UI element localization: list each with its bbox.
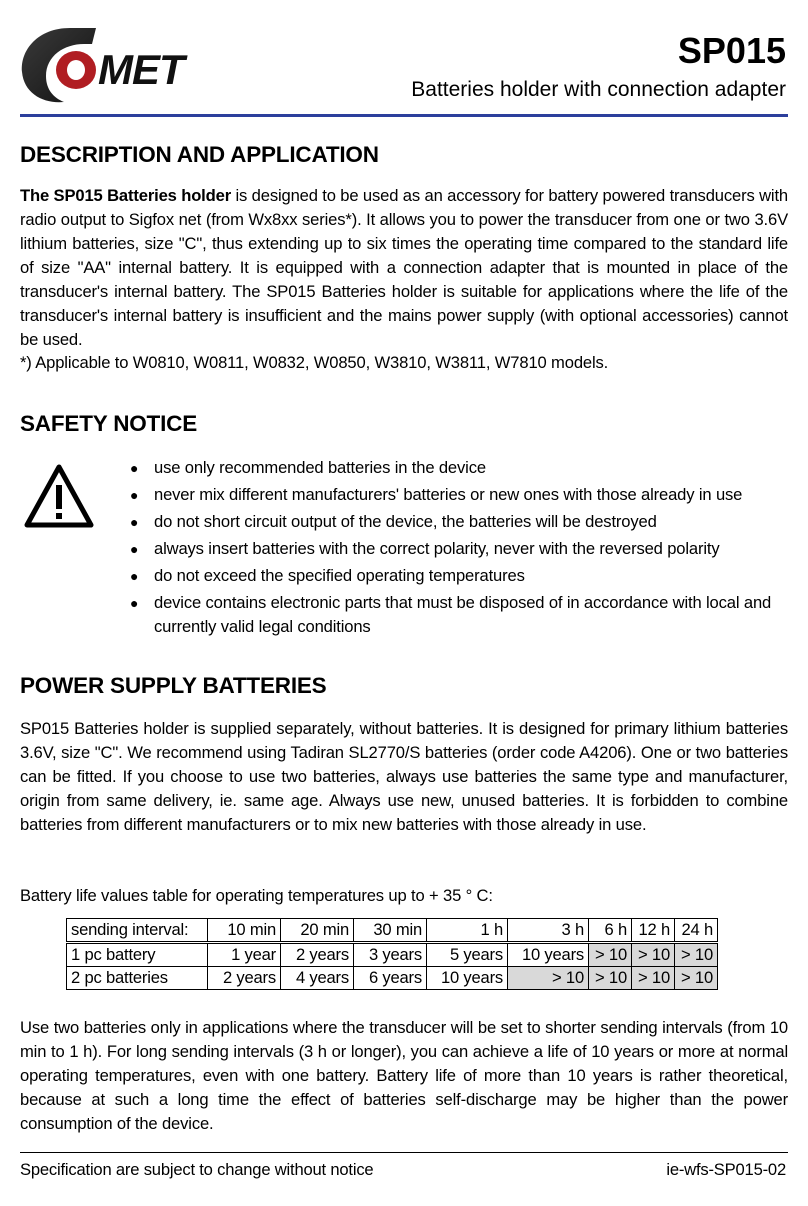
footer-doc-id: ie-wfs-SP015-02 xyxy=(666,1160,786,1179)
table-caption: Battery life values table for operating temperatures up to + 35 ° C: xyxy=(20,886,493,905)
description-body: is designed to be used as an accessory for battery powered transducers with radio output to Sigfox net (from Wx8xx series*). It allows you to power the transducer from one or two 3.6V lithium batteries, size "C", thus extending up to six times the operating time compared to the standard life of size "AA" internal battery. It is equipped with a connection adapter that is mounted in place of the transducer's internal battery. The SP015 Batteries holder is suitable for applications where the life of the transducer's internal battery is insufficient and the mains power supply (with optional accessories) cannot be used. xyxy=(20,186,788,349)
product-code: SP015 xyxy=(677,30,786,71)
safety-heading: SAFETY NOTICE xyxy=(20,411,198,436)
description-footnote: *) Applicable to W0810, W0811, W0832, W0850, W3810, W3811, W7810 models. xyxy=(20,353,609,372)
table-header-cell: 6 h xyxy=(589,919,632,943)
safety-item: ● do not exceed the specified operating temperatures xyxy=(130,566,525,585)
table-cell: 10 years xyxy=(427,967,508,990)
warning-triangle-icon xyxy=(24,463,94,529)
table-cell: > 10 xyxy=(508,967,589,990)
description-paragraph xyxy=(20,184,788,352)
table-cell: 5 years xyxy=(427,943,508,967)
table-header-row xyxy=(67,919,718,943)
table-row xyxy=(67,943,718,967)
table-header-cell: 24 h xyxy=(675,919,718,943)
footer-divider xyxy=(20,1152,788,1153)
table-cell: > 10 xyxy=(675,967,718,990)
safety-item: ● do not short circuit output of the device, the batteries will be destroyed xyxy=(130,512,657,531)
table-cell: 2 pc batteries xyxy=(67,967,208,990)
table-cell: > 10 xyxy=(632,967,675,990)
table-cell: 10 years xyxy=(508,943,589,967)
table-cell: 6 years xyxy=(354,967,427,990)
safety-list xyxy=(130,456,790,642)
table-cell: 1 year xyxy=(208,943,281,967)
table-cell: 1 pc battery xyxy=(67,943,208,967)
product-title: Batteries holder with connection adapter xyxy=(411,78,786,101)
table-header-cell: 10 min xyxy=(208,919,281,943)
description-heading: DESCRIPTION AND APPLICATION xyxy=(20,142,379,167)
safety-item: ● use only recommended batteries in the device xyxy=(130,458,486,477)
power-heading: POWER SUPPLY BATTERIES xyxy=(20,673,327,698)
table-cell: 2 years xyxy=(208,967,281,990)
safety-item: ● device contains electronic parts that must be disposed of in accordance with local and currently valid legal conditions xyxy=(130,593,772,636)
comet-logo xyxy=(18,20,238,106)
table-row xyxy=(67,967,718,990)
table-header-cell: 12 h xyxy=(632,919,675,943)
table-cell: > 10 xyxy=(589,967,632,990)
table-cell: > 10 xyxy=(632,943,675,967)
safety-item: ● never mix different manufacturers' batteries or new ones with those already in use xyxy=(130,485,743,504)
description-lead: The SP015 Batteries holder xyxy=(20,186,232,205)
svg-text:MET: MET xyxy=(98,46,184,93)
battery-life-table xyxy=(66,918,718,990)
table-header-cell: 20 min xyxy=(281,919,354,943)
table-cell: 4 years xyxy=(281,967,354,990)
power-paragraph: SP015 Batteries holder is supplied separately, without batteries. It is designed for primary lithium batteries 3.6V, size "C". We recommend using Tadiran SL2770/S batteries (order code A4206). One or two batteries can be fitted. If you choose to use two batteries, always use batteries the same type and manufacturer, origin from same delivery, ie. same age. Always use new, unused batteries. It is forbidden to combine batteries from different manufacturers or to mix new batteries with those already in use. xyxy=(20,719,788,834)
table-cell: > 10 xyxy=(589,943,632,967)
table-header-cell: 30 min xyxy=(354,919,427,943)
table-header-cell: sending interval: xyxy=(67,919,208,943)
table-header-cell: 3 h xyxy=(508,919,589,943)
closing-paragraph: Use two batteries only in applications where the transducer will be set to shorter sending intervals (from 10 min to 1 h). For long sending intervals (3 h or longer), you can achieve a life of 10 years or more at normal operating temperatures, even with one battery. Battery life of more than 10 years is rather theoretical, because at such a long time the effect of batteries self-discharge may be higher than the power consumption of the device. xyxy=(20,1018,788,1133)
footer-disclaimer: Specification are subject to change without notice xyxy=(20,1160,374,1179)
table-cell: > 10 xyxy=(675,943,718,967)
safety-item: ● always insert batteries with the correct polarity, never with the reversed polarity xyxy=(130,539,720,558)
table-cell: 2 years xyxy=(281,943,354,967)
table-cell: 3 years xyxy=(354,943,427,967)
header-divider xyxy=(20,114,788,117)
table-header-cell: 1 h xyxy=(427,919,508,943)
